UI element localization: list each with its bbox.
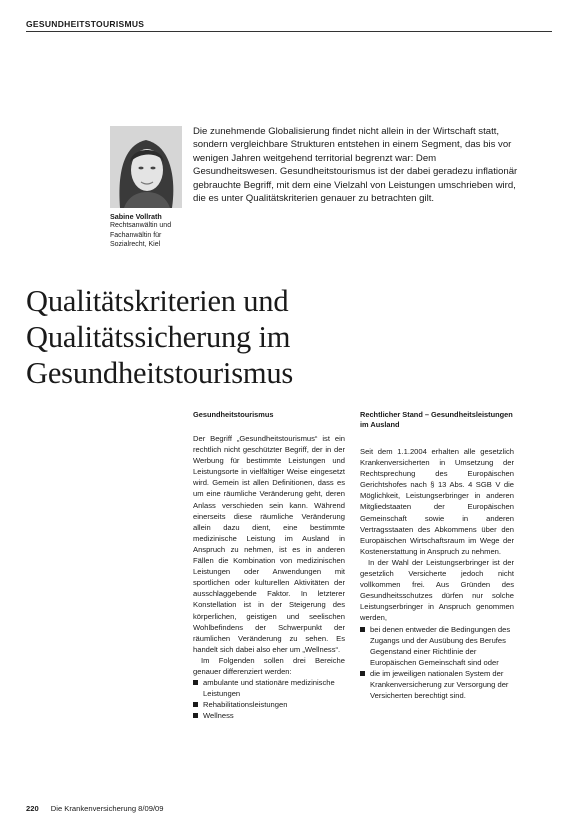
- list-item: Rehabilitationsleistungen: [193, 699, 345, 710]
- left-column: [193, 410, 345, 721]
- title-line-1: Qualitätskriterien und: [26, 284, 289, 318]
- article-title: [26, 283, 556, 391]
- section-header: GESUNDHEITSTOURISMUS: [26, 19, 145, 29]
- author-photo: [110, 126, 182, 208]
- author-portrait-image: [110, 126, 182, 208]
- right-column-heading: Rechtlicher Stand – Gesundheitsleistungen im Ausland: [360, 410, 513, 429]
- journal-name: Die Krankenversicherung 8/09/09: [50, 804, 164, 813]
- intro-paragraph: [193, 125, 523, 205]
- right-column-bullet-list: [360, 624, 514, 702]
- left-column-paragraph-2: Im Folgenden sollen drei Bereiche genauer differenziert werden:: [193, 655, 345, 676]
- title-line-3: Gesundheitstourismus: [26, 356, 294, 390]
- page-number: 220: [26, 804, 39, 813]
- title-line-2: Qualitätssicherung im: [26, 320, 291, 354]
- right-column-paragraph-1: Seit dem 1.1.2004 erhalten alle gesetzlich Krankenversicherten in Umsetzung der Rechtsprechung des Europäischen Gerichtshofes nach § 13 Abs. 4 SGB V die Möglichkeit, Leistungserbringer in anderen Mitgliedstaaten der Europäischen Gemeinschaft sowie in anderen Vertragsstaaten des Abkommens über den Europäischen Wirtschaftsraum im Wege der Kostenerstattung in Anspruch zu nehmen.: [360, 447, 514, 556]
- author-role: Rechtsanwältin und Fachanwältin für Sozialrecht, Kiel: [110, 222, 172, 248]
- author-name: Sabine Vollrath: [110, 212, 162, 221]
- right-column-paragraph-2: In der Wahl der Leistungserbringer ist der gesetzlich Versicherte jedoch nicht vollkommen frei. Aus Gründen des Gesundheitsschutzes dürfen nur solche Leistungserbringer in Anspruch genommen werden,: [360, 557, 514, 623]
- left-column-paragraph-1: Der Begriff „Gesundheitstourismus“ ist ein rechtlich nicht geschützter Begriff, der in der Werbung für bestimmte Leistungen und Leistungsorte in vielfältiger Weise eingesetzt wird. Gemein ist allen Definitionen, dass es um eine räumliche Veränderung geht, deren Anlass verschieden sein kann. Während einerseits diese räumliche Veränderung allein dazu dient, eine bestimmte medizinische Leistung im Ausland in Anspruch zu nehmen, ist es in anderen Fällen die Kombination von medizinischen Leistungen oder Anwendungen mit sportlichen oder kulturellen Aktivitäten der ausschlaggebende Faktor. In letzterer Konstellation ist in der Steigerung des körperlichen, geistigen und seelischen Wohlbefindens der Schwerpunkt der räumlichen Veränderung zu sehen. Es handelt sich dabei also eher um „Wellness“.: [193, 434, 345, 654]
- list-item: Wellness: [193, 710, 345, 721]
- right-column: [360, 410, 514, 701]
- left-column-bullet-list: [193, 677, 345, 721]
- left-column-heading: Gesundheitstourismus: [193, 410, 274, 419]
- intro-text: Die zunehmende Globalisierung findet nicht allein in der Wirtschaft statt, sondern vergleichbare Strukturen entstehen in einem Segment, das bis vor wenigen Jahren weitgehend territorial begrenzt war: Dem Gesundheitswesen. Gesundheitstourismus ist der dabei geradezu inflationär gebrauchte Begriff, mit dem eine Vielzahl von Leistungen umschrieben wird, die es unter Qualitätskriterien genauer zu betrachten gilt.: [193, 126, 518, 205]
- list-item: bei denen entweder die Bedingungen des Zugangs und der Ausübung des Berufes Gegenstand einer Richtlinie der Europäischen Gemeinschaft sind oder: [360, 624, 514, 668]
- list-item: ambulante und stationäre medizinische Leistungen: [193, 677, 345, 699]
- list-item: die im jeweiligen nationalen System der Krankenversicherung zur Versorgung der Versicherten berechtigt sind.: [360, 668, 514, 701]
- page-footer: [26, 804, 164, 813]
- header-rule: [26, 31, 552, 32]
